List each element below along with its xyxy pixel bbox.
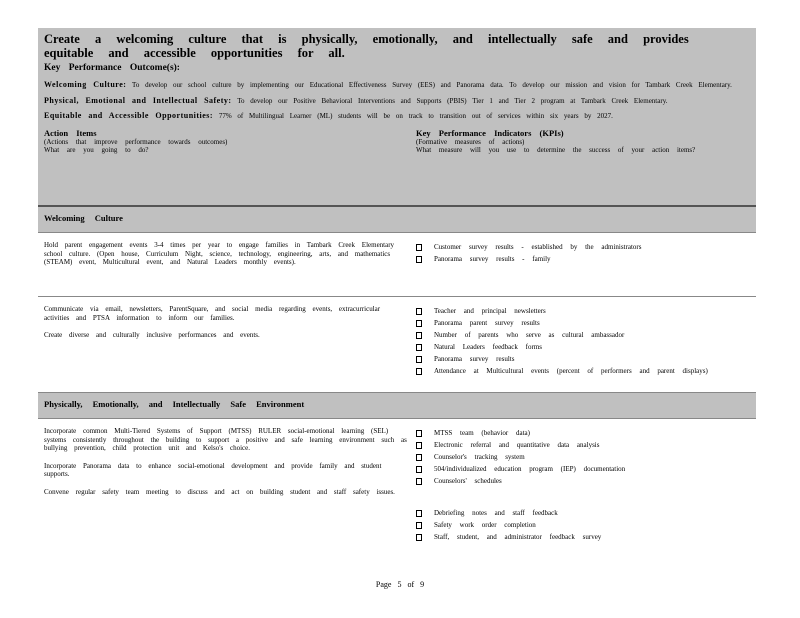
kpi-text: Staff, student, and administrator feedback survey bbox=[434, 533, 602, 541]
list-item bbox=[416, 463, 750, 475]
kpi-text: Counselor's tracking system bbox=[434, 453, 525, 461]
list-item bbox=[416, 507, 750, 519]
action-text: Communicate via email, newsletters, ParentSquare, and social media regarding events, extracurricular activities and PTSA information to inform our families. bbox=[44, 305, 381, 322]
goal-label: Welcoming Culture: bbox=[44, 80, 127, 89]
goal-text: 77% of Multilingual Learner (ML) students will be on track to transition out of services within six years by 2027. bbox=[218, 112, 613, 120]
checkbox-icon bbox=[416, 308, 422, 315]
table-row bbox=[38, 233, 756, 297]
list-item bbox=[416, 341, 750, 353]
goal-welcoming bbox=[44, 81, 750, 90]
kpi-text: Safety work order completion bbox=[434, 521, 536, 529]
checkbox-icon bbox=[416, 478, 422, 485]
kpi-text: Panorama survey results bbox=[434, 355, 515, 363]
table-row bbox=[38, 297, 756, 393]
checkbox-icon bbox=[416, 442, 422, 449]
kpi-list bbox=[416, 305, 750, 377]
checkbox-icon bbox=[416, 332, 422, 339]
kpi-question: What measure will you use to determine the success of your action items? bbox=[416, 146, 696, 154]
kpi-cell bbox=[416, 241, 750, 292]
list-item bbox=[416, 329, 750, 341]
checkbox-icon bbox=[416, 356, 422, 363]
kpi-text: Counselors' schedules bbox=[434, 477, 502, 485]
kpi-list bbox=[416, 507, 750, 543]
document-page bbox=[38, 28, 756, 556]
checkbox-icon bbox=[416, 522, 422, 529]
list-item bbox=[416, 241, 750, 253]
action-text: Convene regular safety team meeting to discuss and act on building student and staff safety issues. bbox=[44, 487, 395, 496]
goal-label: Equitable and Accessible Opportunities: bbox=[44, 111, 214, 120]
kpi-text: Debriefing notes and staff feedback bbox=[434, 509, 558, 517]
page-label: Page bbox=[375, 580, 392, 589]
action-text: Incorporate common Multi-Tiered Systems of Support (MTSS) RULER social-emotional learning (SEL) systems consistently throughout the building to support a positive and safe learning environment such as bullying prevention, child protection unit and Kelso's choice. bbox=[44, 427, 407, 452]
of-label: of bbox=[407, 580, 415, 589]
checkbox-icon bbox=[416, 430, 422, 437]
kpi-list bbox=[416, 241, 750, 265]
kpi-text: Attendance at Multicultural events (percent of performers and parent displays) bbox=[434, 367, 708, 375]
checkbox-icon bbox=[416, 320, 422, 327]
goal-text: To develop our Positive Behavioral Interventions and Supports (PBIS) Tier 1 and Tier 2 program at Tambark Creek Elementary. bbox=[237, 96, 668, 105]
goal-safety bbox=[44, 97, 750, 106]
kpi-subtitle: (Formative measures of actions) bbox=[416, 137, 525, 146]
page-title: Create a welcoming culture that is physically, emotionally, and intellectually safe and provides equitable and accessible opportunities for all. bbox=[44, 32, 689, 60]
checkbox-icon bbox=[416, 466, 422, 473]
action-cell bbox=[44, 305, 416, 388]
action-items-title: Action Items bbox=[44, 127, 97, 138]
action-items-question: What are you going to do? bbox=[44, 146, 149, 154]
kpi-text: Teacher and principal newsletters bbox=[434, 307, 546, 315]
goal-label: Physical, Emotional and Intellectual Safety: bbox=[44, 95, 232, 105]
kpi-text: Panorama parent survey results bbox=[434, 319, 540, 327]
kpi-list bbox=[416, 427, 750, 487]
goal-equity bbox=[44, 112, 750, 121]
kpi-header bbox=[416, 128, 750, 155]
kpi-text: Number of parents who serve as cultural ambassador bbox=[434, 331, 625, 339]
kpi-cell bbox=[416, 427, 750, 556]
action-text: Hold parent engagement events 3-4 times per year to engage families in Tambark Creek Elementary school culture. (Open house, Curriculum Night, science, technology, engineering, arts, and mathematics (STEAM) event, Multicultural event, and Natural Leaders monthly events). bbox=[44, 241, 395, 266]
list-item bbox=[416, 253, 750, 265]
list-item bbox=[416, 531, 750, 543]
section-heading-safety: Physically, Emotionally, and Intellectually Safe Environment bbox=[38, 393, 756, 419]
action-cell bbox=[44, 241, 416, 292]
kpi-text: 504/individualized education program (IEP) documentation bbox=[434, 465, 626, 473]
page-footer bbox=[0, 580, 800, 589]
list-item bbox=[416, 305, 750, 317]
list-item bbox=[416, 353, 750, 365]
section-heading-welcoming: Welcoming Culture bbox=[38, 207, 756, 233]
kpi-text: Customer survey results - established by the administrators bbox=[434, 243, 642, 251]
column-headers bbox=[44, 128, 750, 155]
action-items-subtitle: (Actions that improve performance towards outcomes) bbox=[44, 137, 228, 146]
checkbox-icon bbox=[416, 510, 422, 517]
goal-text: To develop our school culture by implementing our Educational Effectiveness Survey (EES) and Panorama data. To develop our mission and vision for Tambark Creek Elementary. bbox=[132, 81, 732, 89]
action-items-header bbox=[44, 128, 416, 155]
list-item bbox=[416, 475, 750, 487]
header-block bbox=[38, 28, 756, 205]
action-text: Create diverse and culturally inclusive performances and events. bbox=[44, 331, 260, 339]
checkbox-icon bbox=[416, 344, 422, 351]
checkbox-icon bbox=[416, 244, 422, 251]
list-item bbox=[416, 519, 750, 531]
kpi-text: Electronic referral and quantitative data analysis bbox=[434, 441, 600, 449]
kpi-text: Panorama survey results - family bbox=[434, 255, 551, 263]
page-total: 9 bbox=[420, 580, 425, 589]
checkbox-icon bbox=[416, 454, 422, 461]
list-item bbox=[416, 439, 750, 451]
kpi-cell bbox=[416, 305, 750, 388]
checkbox-icon bbox=[416, 368, 422, 375]
checkbox-icon bbox=[416, 256, 422, 263]
page-number: 5 bbox=[397, 580, 402, 589]
list-item bbox=[416, 451, 750, 463]
table-row bbox=[38, 419, 756, 556]
list-item bbox=[416, 365, 750, 377]
checkbox-icon bbox=[416, 534, 422, 541]
action-cell bbox=[44, 427, 416, 556]
kpi-title: Key Performance Indicators (KPIs) bbox=[416, 127, 564, 138]
kpo-heading: Key Performance Outcome(s): bbox=[44, 63, 180, 73]
kpi-text: Natural Leaders feedback forms bbox=[434, 343, 542, 351]
list-item bbox=[416, 427, 750, 439]
kpi-text: MTSS team (behavior data) bbox=[434, 429, 530, 437]
list-item bbox=[416, 317, 750, 329]
action-text: Incorporate Panorama data to enhance social-emotional development and provide family and student supports. bbox=[44, 461, 382, 478]
